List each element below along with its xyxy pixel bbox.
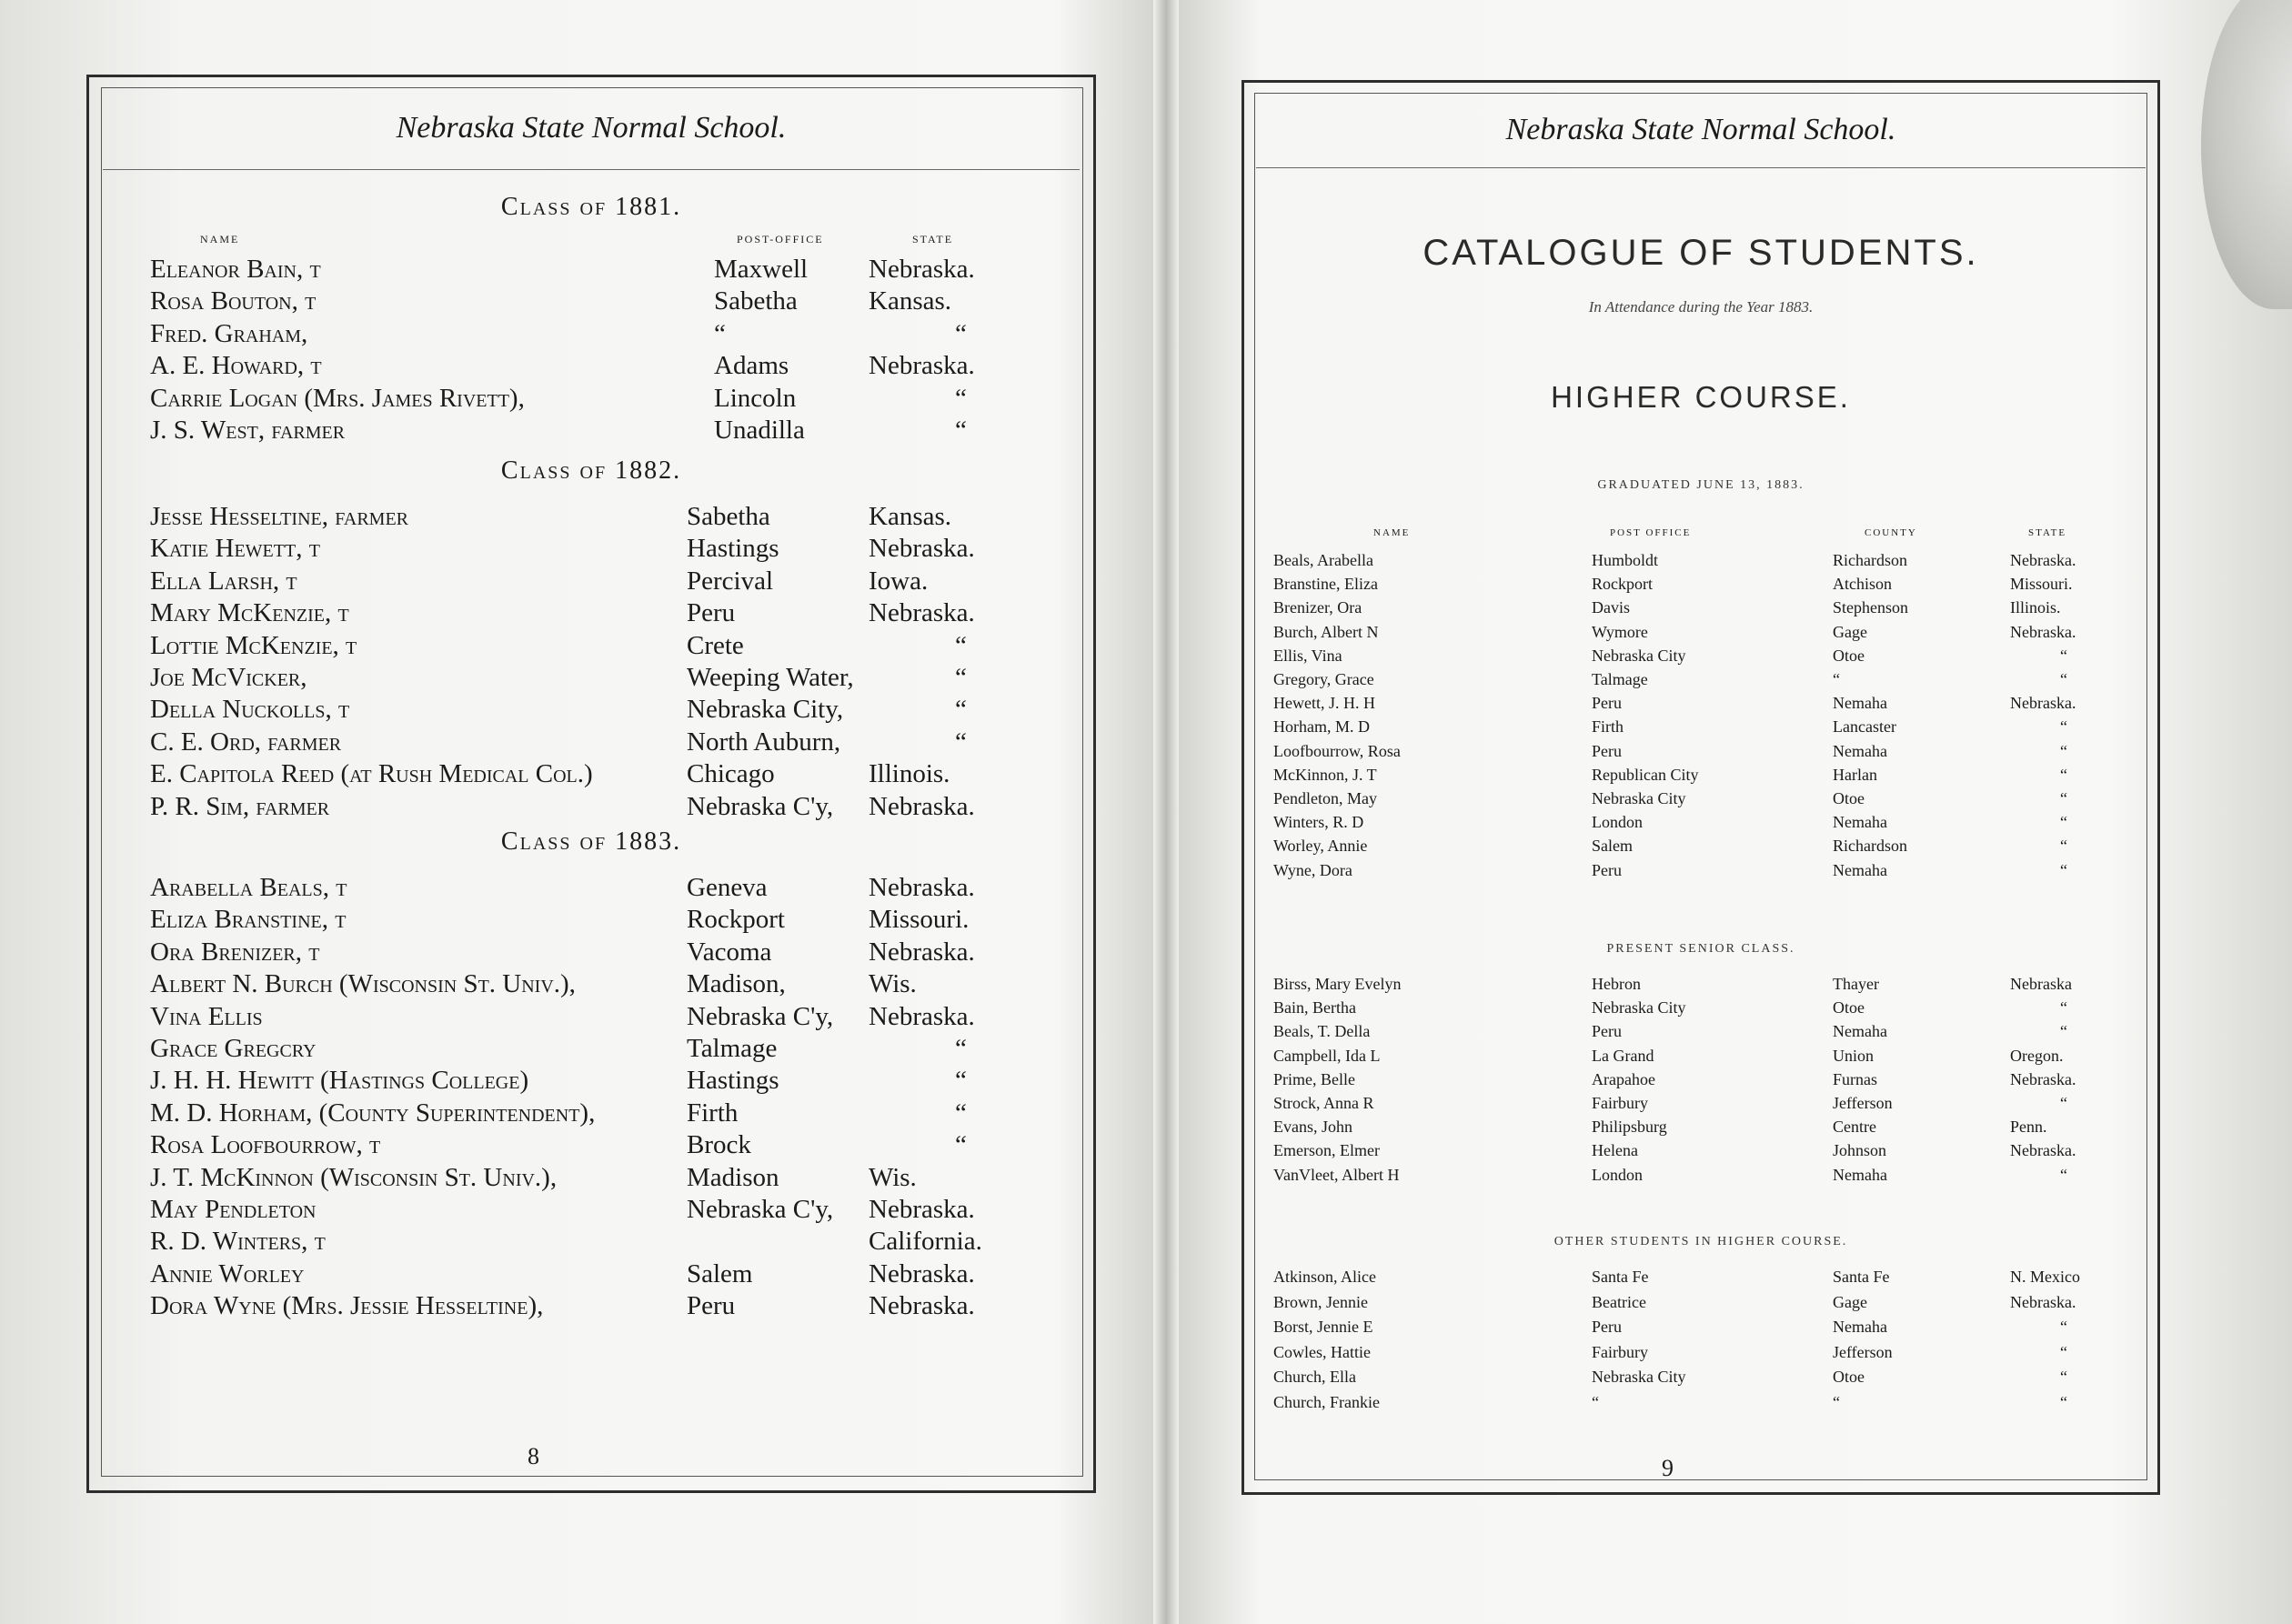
county: Richardson bbox=[1833, 837, 1907, 856]
post-office: Talmage bbox=[1592, 670, 1648, 688]
student-name: Mary McKenzie, t bbox=[150, 598, 349, 628]
state: Nebraska. bbox=[869, 534, 975, 564]
state: Nebraska. bbox=[2010, 1292, 2076, 1311]
state: “ bbox=[955, 630, 967, 660]
state: Nebraska. bbox=[2010, 694, 2076, 713]
student-name: J. T. McKinnon (Wisconsin St. Univ.), bbox=[150, 1162, 558, 1192]
state: “ bbox=[955, 318, 967, 348]
running-head: Nebraska State Normal School. bbox=[396, 111, 787, 145]
state: “ bbox=[2060, 765, 2067, 784]
list-item bbox=[86, 905, 1096, 937]
column-header-post-office: POST OFFICE bbox=[1610, 527, 1692, 538]
state: “ bbox=[2060, 670, 2067, 688]
post-office: Nebraska City bbox=[1592, 998, 1686, 1018]
county: Otoe bbox=[1833, 789, 1865, 807]
table-row bbox=[1242, 1141, 2160, 1165]
student-name: E. Capitola Reed (at Rush Medical Col.) bbox=[150, 759, 593, 789]
table-row bbox=[1242, 694, 2160, 717]
post-office: Nebraska City bbox=[1592, 646, 1686, 665]
state: Nebraska. bbox=[2010, 1069, 2076, 1088]
state: Illinois. bbox=[2010, 598, 2061, 617]
post-office: Salem bbox=[1592, 837, 1633, 856]
state: “ bbox=[2060, 1368, 2067, 1386]
table-row bbox=[1242, 1022, 2160, 1046]
post-office: London bbox=[1592, 1165, 1643, 1184]
post-office: Hebron bbox=[1592, 975, 1641, 993]
table-row bbox=[1242, 861, 2160, 885]
post-office: Maxwell bbox=[714, 255, 809, 284]
state: Wis. bbox=[869, 969, 917, 999]
list-item bbox=[86, 534, 1096, 566]
post-office: Hastings bbox=[687, 534, 779, 564]
county: Nemaha bbox=[1833, 694, 1887, 713]
post-office: Firth bbox=[1592, 717, 1624, 737]
post-office: Weeping Water, bbox=[687, 663, 854, 692]
county: Nemaha bbox=[1833, 1165, 1887, 1184]
state: “ bbox=[2060, 1094, 2067, 1112]
post-office: Crete bbox=[687, 630, 744, 660]
table-row bbox=[1242, 1318, 2160, 1341]
state: “ bbox=[2060, 1392, 2067, 1411]
post-office: Lincoln bbox=[714, 383, 797, 413]
table-row bbox=[1242, 1047, 2160, 1070]
table-row bbox=[1242, 1293, 2160, 1317]
county: Jefferson bbox=[1833, 1094, 1893, 1112]
student-name: Worley, Annie bbox=[1273, 837, 1368, 856]
table-row bbox=[1242, 717, 2160, 741]
state: California. bbox=[869, 1227, 982, 1257]
list-item bbox=[86, 1195, 1096, 1227]
student-name: Wyne, Dora bbox=[1273, 860, 1352, 879]
student-name: Joe McVicker, bbox=[150, 663, 307, 692]
county: Otoe bbox=[1833, 998, 1865, 1018]
other-students-heading: OTHER STUDENTS IN HIGHER COURSE. bbox=[1553, 1235, 1848, 1248]
column-header-post-office: POST-OFFICE bbox=[737, 233, 824, 246]
table-row bbox=[1242, 623, 2160, 647]
state: “ bbox=[2060, 789, 2067, 807]
state: Nebraska. bbox=[2010, 551, 2076, 569]
student-name: Eleanor Bain, t bbox=[150, 255, 321, 284]
table-row bbox=[1242, 598, 2160, 622]
state: “ bbox=[955, 727, 967, 757]
county: Gage bbox=[1833, 1292, 1867, 1311]
student-name: R. D. Winters, t bbox=[150, 1227, 326, 1257]
post-office: Nebraska City, bbox=[687, 695, 844, 725]
post-office: Davis bbox=[1592, 598, 1630, 617]
list-item bbox=[86, 1291, 1096, 1323]
student-name: Borst, Jennie E bbox=[1273, 1318, 1373, 1336]
state: Missouri. bbox=[869, 905, 970, 935]
state: Kansas. bbox=[869, 286, 952, 316]
county: Harlan bbox=[1833, 765, 1877, 784]
state: Nebraska. bbox=[2010, 1141, 2076, 1160]
student-name: Brenizer, Ora bbox=[1273, 598, 1362, 617]
state: “ bbox=[955, 1066, 967, 1096]
table-row bbox=[1242, 998, 2160, 1022]
column-header-name: NAME bbox=[1373, 527, 1411, 538]
student-name: Winters, R. D bbox=[1273, 813, 1364, 832]
post-office: Peru bbox=[687, 598, 736, 628]
state: “ bbox=[955, 1130, 967, 1160]
class-heading: Class of 1882. bbox=[500, 456, 682, 485]
student-name: Rosa Loofbourrow, t bbox=[150, 1130, 381, 1160]
list-item bbox=[86, 351, 1096, 383]
table-row bbox=[1242, 742, 2160, 766]
list-item bbox=[86, 384, 1096, 416]
table-row bbox=[1242, 837, 2160, 860]
catalogue-title: CATALOGUE OF STUDENTS. bbox=[1422, 233, 1979, 273]
post-office: Firth bbox=[687, 1098, 739, 1128]
student-name: Ella Larsh, t bbox=[150, 566, 297, 596]
post-office: Nebraska City bbox=[1592, 1368, 1686, 1386]
state: “ bbox=[2060, 1318, 2067, 1336]
post-office: Peru bbox=[1592, 741, 1622, 760]
state: “ bbox=[2060, 837, 2067, 856]
county: Furnas bbox=[1833, 1069, 1877, 1088]
post-office: Madison, bbox=[687, 969, 786, 999]
student-name: Ellis, Vina bbox=[1273, 646, 1342, 665]
student-name: VanVleet, Albert H bbox=[1273, 1165, 1400, 1184]
post-office: La Grand bbox=[1592, 1046, 1654, 1065]
post-office: Nebraska C'y, bbox=[687, 1001, 834, 1031]
student-name: May Pendleton bbox=[150, 1195, 317, 1224]
list-item bbox=[86, 319, 1096, 351]
student-name: M. D. Horham, (County Superintendent), bbox=[150, 1098, 596, 1128]
state: Nebraska. bbox=[869, 1195, 975, 1224]
post-office: Nebraska City bbox=[1592, 789, 1686, 807]
student-name: Carrie Logan (Mrs. James Rivett), bbox=[150, 383, 525, 413]
post-office: Arapahoe bbox=[1592, 1069, 1655, 1088]
post-office: North Auburn, bbox=[687, 727, 841, 757]
list-item bbox=[86, 663, 1096, 695]
page-number: 8 bbox=[528, 1443, 539, 1469]
column-header-county: COUNTY bbox=[1865, 527, 1917, 538]
post-office: Percival bbox=[687, 566, 774, 596]
table-row bbox=[1242, 789, 2160, 813]
county: Nemaha bbox=[1833, 860, 1887, 879]
student-name: Beals, T. Della bbox=[1273, 1022, 1371, 1041]
post-office: Fairbury bbox=[1592, 1094, 1648, 1112]
table-row bbox=[1242, 766, 2160, 789]
student-name: Evans, John bbox=[1273, 1118, 1352, 1137]
county: Union bbox=[1833, 1046, 1874, 1065]
student-name: Brown, Jennie bbox=[1273, 1292, 1368, 1311]
student-name: Strock, Anna R bbox=[1273, 1094, 1374, 1112]
state: “ bbox=[2060, 1022, 2067, 1041]
post-office: Peru bbox=[1592, 694, 1622, 713]
student-name: Ora Brenizer, t bbox=[150, 937, 320, 967]
list-item bbox=[86, 759, 1096, 791]
table-row bbox=[1242, 670, 2160, 694]
student-name: Pendleton, May bbox=[1273, 789, 1377, 807]
county: Otoe bbox=[1833, 646, 1865, 665]
state: Penn. bbox=[2010, 1118, 2047, 1137]
state: Nebraska. bbox=[869, 351, 975, 381]
state: “ bbox=[955, 383, 967, 413]
left-page bbox=[86, 75, 1096, 1493]
student-name: Vina Ellis bbox=[150, 1001, 263, 1031]
post-office: Talmage bbox=[687, 1034, 778, 1063]
state: “ bbox=[2060, 813, 2067, 832]
county: Richardson bbox=[1833, 551, 1907, 569]
post-office: Fairbury bbox=[1592, 1342, 1648, 1361]
student-name: Atkinson, Alice bbox=[1273, 1268, 1376, 1286]
state: “ bbox=[955, 416, 967, 445]
state: Nebraska. bbox=[2010, 622, 2076, 641]
post-office: “ bbox=[1592, 1392, 1599, 1411]
student-name: Dora Wyne (Mrs. Jessie Hesseltine), bbox=[150, 1291, 544, 1321]
post-office: London bbox=[1592, 813, 1643, 832]
state: Nebraska bbox=[2010, 975, 2072, 993]
table-row bbox=[1242, 1094, 2160, 1118]
post-office: Philipsburg bbox=[1592, 1118, 1667, 1137]
course-title: HIGHER COURSE. bbox=[1551, 380, 1851, 414]
column-header-state: STATE bbox=[912, 233, 954, 246]
post-office: “ bbox=[714, 318, 726, 348]
state: “ bbox=[2060, 1165, 2067, 1184]
post-office: Madison bbox=[687, 1162, 779, 1192]
student-name: McKinnon, J. T bbox=[1273, 765, 1377, 784]
class-heading: Class of 1881. bbox=[500, 193, 682, 221]
student-name: Campbell, Ida L bbox=[1273, 1046, 1381, 1065]
table-row bbox=[1242, 1166, 2160, 1189]
post-office: Adams bbox=[714, 351, 789, 381]
post-office: Sabetha bbox=[687, 502, 770, 531]
table-row bbox=[1242, 1070, 2160, 1094]
state: Wis. bbox=[869, 1162, 917, 1192]
post-office: Brock bbox=[687, 1130, 751, 1160]
table-row bbox=[1242, 1393, 2160, 1417]
student-name: Church, Ella bbox=[1273, 1368, 1356, 1386]
list-item bbox=[86, 695, 1096, 727]
book-gutter bbox=[1153, 0, 1179, 1624]
county: Stephenson bbox=[1833, 598, 1908, 617]
list-item bbox=[86, 1066, 1096, 1098]
student-name: P. R. Sim, farmer bbox=[150, 791, 330, 821]
student-name: Annie Worley bbox=[150, 1258, 305, 1288]
post-office: Rockport bbox=[687, 905, 785, 935]
table-row bbox=[1242, 813, 2160, 837]
county: “ bbox=[1833, 670, 1840, 688]
post-office: Peru bbox=[687, 1291, 736, 1321]
state: Nebraska. bbox=[869, 791, 975, 821]
state: Illinois. bbox=[869, 759, 950, 789]
post-office: Santa Fe bbox=[1592, 1268, 1649, 1286]
student-name: Gregory, Grace bbox=[1273, 670, 1374, 688]
list-item bbox=[86, 969, 1096, 1001]
county: Lancaster bbox=[1833, 717, 1896, 737]
county: Gage bbox=[1833, 622, 1867, 641]
county: Thayer bbox=[1833, 975, 1879, 993]
column-header-name: NAME bbox=[200, 233, 240, 246]
state: Kansas. bbox=[869, 502, 952, 531]
state: “ bbox=[2060, 646, 2067, 665]
list-item bbox=[86, 502, 1096, 534]
post-office: Chicago bbox=[687, 759, 775, 789]
list-item bbox=[86, 1163, 1096, 1195]
student-name: Branstine, Eliza bbox=[1273, 575, 1378, 594]
county: Johnson bbox=[1833, 1141, 1887, 1160]
county: Nemaha bbox=[1833, 741, 1887, 760]
post-office: Peru bbox=[1592, 860, 1622, 879]
student-name: Eliza Branstine, t bbox=[150, 905, 347, 935]
state: Nebraska. bbox=[869, 937, 975, 967]
list-item bbox=[86, 1227, 1096, 1258]
post-office: Hastings bbox=[687, 1066, 779, 1096]
post-office: Unadilla bbox=[714, 416, 805, 445]
state: Missouri. bbox=[2010, 575, 2073, 594]
list-item bbox=[86, 598, 1096, 630]
county: Otoe bbox=[1833, 1368, 1865, 1386]
student-name: Loofbourrow, Rosa bbox=[1273, 741, 1401, 760]
county: Nemaha bbox=[1833, 813, 1887, 832]
state: “ bbox=[2060, 860, 2067, 879]
student-name: Arabella Beals, t bbox=[150, 873, 347, 902]
senior-class-heading: PRESENT SENIOR CLASS. bbox=[1606, 942, 1795, 956]
post-office: Nebraska C'y, bbox=[687, 1195, 834, 1224]
post-office: Beatrice bbox=[1592, 1292, 1646, 1311]
post-office: Sabetha bbox=[714, 286, 798, 316]
state: Nebraska. bbox=[869, 1258, 975, 1288]
list-item bbox=[86, 727, 1096, 759]
state: Iowa. bbox=[869, 566, 929, 596]
student-name: Prime, Belle bbox=[1273, 1069, 1355, 1088]
header-rule bbox=[1256, 167, 2146, 168]
post-office: Wymore bbox=[1592, 622, 1648, 641]
student-name: Bain, Bertha bbox=[1273, 998, 1356, 1018]
list-item bbox=[86, 1259, 1096, 1291]
list-item bbox=[86, 792, 1096, 824]
list-item bbox=[86, 1130, 1096, 1162]
post-office: Helena bbox=[1592, 1141, 1638, 1160]
county: Jefferson bbox=[1833, 1342, 1893, 1361]
student-name: Emerson, Elmer bbox=[1273, 1141, 1380, 1160]
state: “ bbox=[955, 1034, 967, 1063]
list-item bbox=[86, 1002, 1096, 1034]
list-item bbox=[86, 255, 1096, 286]
state: “ bbox=[2060, 1342, 2067, 1361]
table-row bbox=[1242, 1118, 2160, 1141]
state: “ bbox=[2060, 998, 2067, 1018]
county: Nemaha bbox=[1833, 1022, 1887, 1041]
right-page bbox=[1242, 80, 2160, 1495]
student-name: Beals, Arabella bbox=[1273, 551, 1373, 569]
student-name: Hewett, J. H. H bbox=[1273, 694, 1375, 713]
list-item bbox=[86, 873, 1096, 905]
class-heading: Class of 1883. bbox=[500, 827, 682, 856]
student-name: Burch, Albert N bbox=[1273, 622, 1379, 641]
post-office: Vacoma bbox=[687, 937, 772, 967]
county: “ bbox=[1833, 1392, 1840, 1411]
state: Nebraska. bbox=[869, 1291, 975, 1321]
table-row bbox=[1242, 551, 2160, 575]
page-number: 9 bbox=[1662, 1455, 1674, 1481]
post-office: Peru bbox=[1592, 1022, 1622, 1041]
county: Centre bbox=[1833, 1118, 1876, 1137]
list-item bbox=[86, 286, 1096, 318]
list-item bbox=[86, 416, 1096, 447]
table-row bbox=[1242, 1368, 2160, 1391]
student-name: C. E. Ord, farmer bbox=[150, 727, 342, 757]
student-name: Jesse Hesseltine, farmer bbox=[150, 502, 409, 531]
post-office: Humboldt bbox=[1592, 551, 1659, 569]
post-office: Rockport bbox=[1592, 575, 1653, 594]
table-row bbox=[1242, 575, 2160, 598]
state: “ bbox=[2060, 717, 2067, 737]
student-name: Lottie McKenzie, t bbox=[150, 630, 357, 660]
state: Oregon. bbox=[2010, 1046, 2064, 1065]
student-name: Horham, M. D bbox=[1273, 717, 1370, 737]
state: “ bbox=[955, 1098, 967, 1128]
state: Nebraska. bbox=[869, 255, 975, 284]
student-name: Della Nuckolls, t bbox=[150, 695, 350, 725]
state: Nebraska. bbox=[869, 873, 975, 902]
student-name: Katie Hewett, t bbox=[150, 534, 320, 564]
table-row bbox=[1242, 1268, 2160, 1291]
student-name: Birss, Mary Evelyn bbox=[1273, 975, 1402, 993]
student-name: J. H. H. Hewitt (Hastings College) bbox=[150, 1066, 529, 1096]
list-item bbox=[86, 937, 1096, 969]
state: Nebraska. bbox=[869, 1001, 975, 1031]
student-name: Albert N. Burch (Wisconsin St. Univ.), bbox=[150, 969, 576, 999]
state: “ bbox=[955, 663, 967, 692]
thumb-edge bbox=[2201, 0, 2292, 309]
post-office: Salem bbox=[687, 1258, 753, 1288]
list-item bbox=[86, 566, 1096, 598]
student-name: Cowles, Hattie bbox=[1273, 1342, 1371, 1361]
state: N. Mexico bbox=[2010, 1268, 2080, 1286]
header-rule bbox=[103, 169, 1080, 170]
state: “ bbox=[955, 695, 967, 725]
state: Nebraska. bbox=[869, 598, 975, 628]
student-name: Rosa Bouton, t bbox=[150, 286, 317, 316]
state: “ bbox=[2060, 741, 2067, 760]
county: Atchison bbox=[1833, 575, 1892, 594]
catalogue-subtitle: In Attendance during the Year 1883. bbox=[1588, 298, 1814, 316]
table-row bbox=[1242, 1343, 2160, 1367]
post-office: Geneva bbox=[687, 873, 768, 902]
county: Nemaha bbox=[1833, 1318, 1887, 1336]
student-name: Fred. Graham, bbox=[150, 318, 308, 348]
graduated-heading: GRADUATED JUNE 13, 1883. bbox=[1597, 478, 1804, 492]
post-office: Nebraska C'y, bbox=[687, 791, 834, 821]
table-row bbox=[1242, 975, 2160, 998]
student-name: Grace Gregcry bbox=[150, 1034, 317, 1063]
post-office: Republican City bbox=[1592, 765, 1699, 784]
running-head: Nebraska State Normal School. bbox=[1505, 113, 1896, 146]
county: Santa Fe bbox=[1833, 1268, 1890, 1286]
student-name: J. S. West, farmer bbox=[150, 416, 346, 445]
student-name: Church, Frankie bbox=[1273, 1392, 1380, 1411]
list-item bbox=[86, 631, 1096, 663]
table-row bbox=[1242, 647, 2160, 670]
list-item bbox=[86, 1034, 1096, 1066]
list-item bbox=[86, 1098, 1096, 1130]
column-header-state: STATE bbox=[2028, 527, 2067, 538]
student-name: A. E. Howard, t bbox=[150, 351, 322, 381]
post-office: Peru bbox=[1592, 1318, 1622, 1336]
